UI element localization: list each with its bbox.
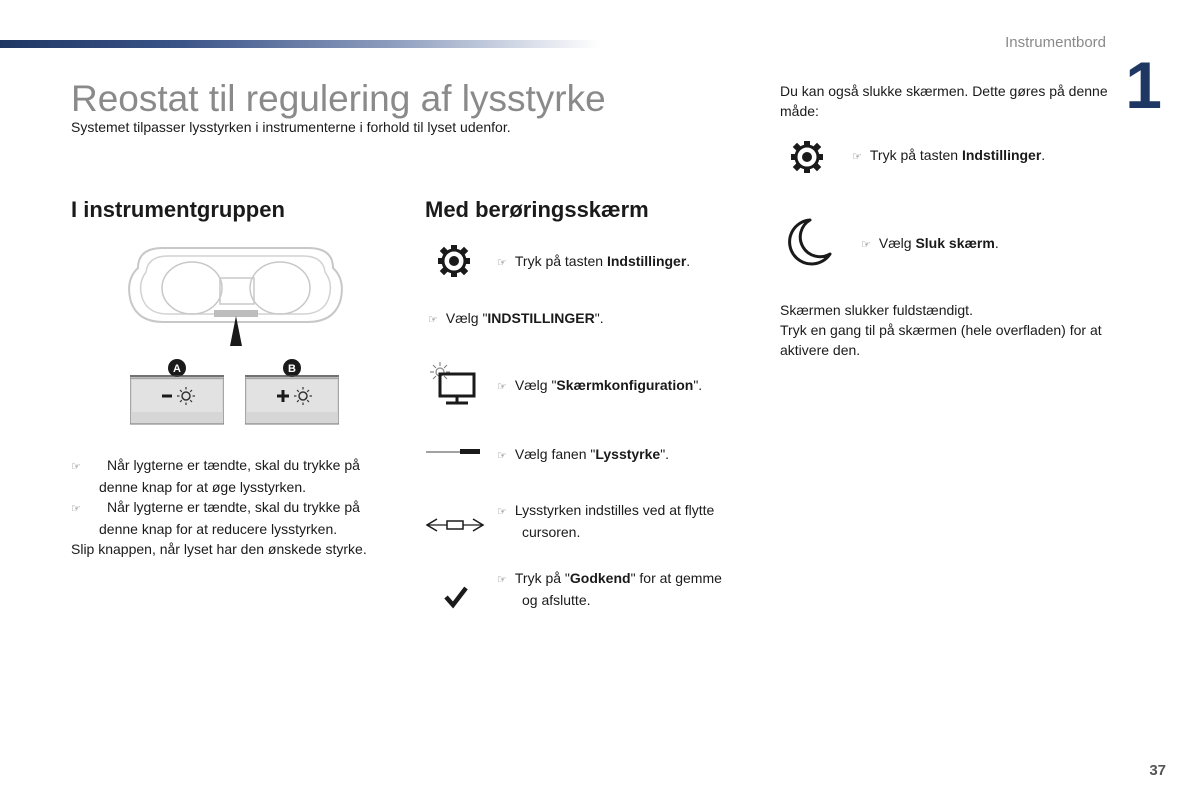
heading-instrument-cluster: I instrumentgruppen <box>71 197 285 222</box>
svg-text:A: A <box>173 363 181 375</box>
right-intro: Du kan også slukke skærmen. Dette gøres på denne måde: <box>780 83 1108 119</box>
svg-text:B: B <box>288 363 296 375</box>
list-item: ☞ Når lygterne er tændte, skal du trykke på denne knap for at øge lysstyrken. <box>71 455 401 497</box>
step-confirm: ☞ Tryk på "Godkend" for at gemme og afslutte. <box>497 568 722 610</box>
right-step-settings: ☞ Tryk på tasten Indstillinger. <box>852 145 1045 167</box>
button-a-illustration <box>130 358 224 426</box>
header-accent-bar <box>0 40 600 48</box>
heading-touchscreen: Med berøringsskærm <box>425 197 649 222</box>
instrument-cluster-illustration <box>118 240 353 350</box>
checkmark-icon <box>443 585 469 609</box>
page-number: 37 <box>1149 762 1166 779</box>
gear-icon <box>437 244 471 278</box>
step-brightness-tab: ☞ Vælg fanen "Lysstyrke". <box>497 444 669 466</box>
section-label: Instrumentbord <box>1005 34 1106 51</box>
gear-icon <box>790 140 824 174</box>
chapter-number: 1 <box>1125 48 1162 122</box>
moon-icon <box>788 218 832 268</box>
step-select-settings: ☞ Vælg "INDSTILLINGER". <box>428 308 604 330</box>
release-note: Slip knappen, når lyset har den ønskede styrke. <box>71 541 367 557</box>
step-screen-config: ☞ Vælg "Skærmkonfiguration". <box>497 375 702 397</box>
screen-config-icon <box>428 360 478 408</box>
button-b-illustration <box>245 358 339 426</box>
right-outro: Skærmen slukker fuldstændigt. Tryk en gang til på skærmen (hele overfladen) for at aktivere den. <box>780 302 1102 358</box>
step-settings: ☞ Tryk på tasten Indstillinger. <box>497 251 690 273</box>
page-title: Reostat til regulering af lysstyrke <box>71 78 606 119</box>
right-step-screen-off: ☞ Vælg Sluk skærm. <box>861 233 999 255</box>
page-intro: Systemet tilpasser lysstyrken i instrumenterne i forhold til lyset udenfor. <box>71 119 511 135</box>
step-move-cursor: ☞ Lysstyrken indstilles ved at flytte cursoren. <box>497 500 714 542</box>
left-instructions <box>71 455 401 559</box>
double-arrow-icon <box>425 517 485 533</box>
slider-tab-icon <box>426 447 482 457</box>
list-item: ☞ Når lygterne er tændte, skal du trykke på denne knap for at reducere lysstyrken. <box>71 497 401 539</box>
